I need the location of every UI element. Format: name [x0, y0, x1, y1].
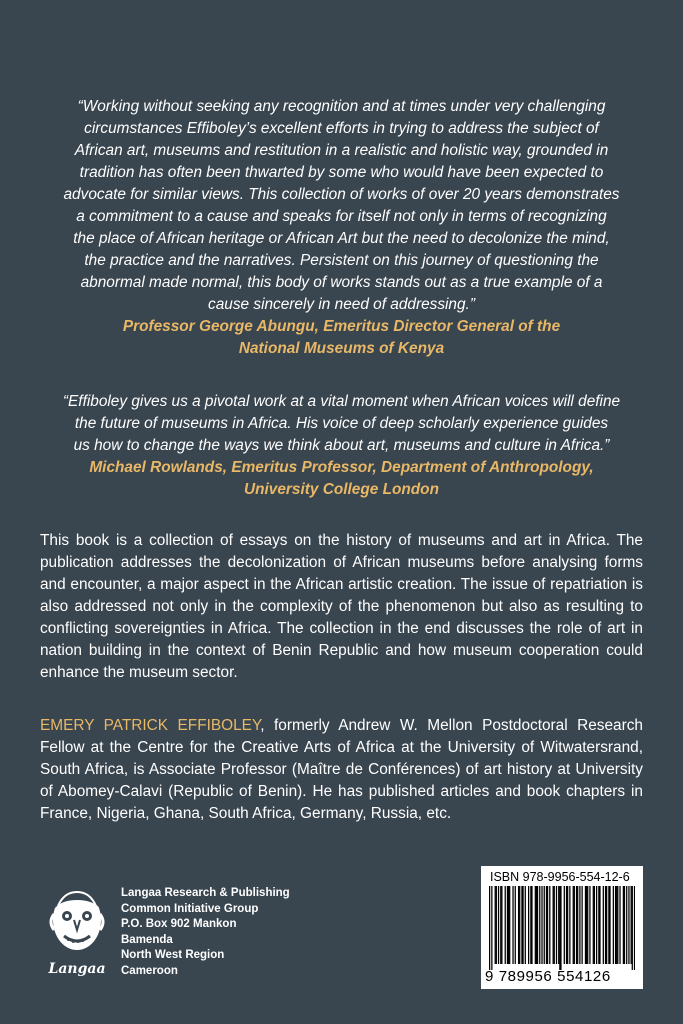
barcode-bar — [553, 886, 554, 964]
barcode-bar — [569, 886, 570, 964]
quote-line: cause sincerely in need of addressing.” — [208, 296, 475, 313]
publisher-address — [121, 886, 290, 979]
barcode-bar — [515, 886, 516, 964]
barcode-bar — [512, 886, 513, 964]
barcode-bar — [498, 886, 499, 964]
barcode-bar — [556, 886, 557, 964]
quote-line: tradition has often been thwarted by some who would have been expected to — [79, 164, 604, 181]
barcode-bar — [606, 886, 607, 964]
barcode-bar — [628, 886, 629, 964]
quote-attribution: National Museums of Kenya — [238, 340, 445, 357]
author-bio — [40, 715, 643, 825]
barcode-bar — [507, 886, 508, 964]
barcode-bar — [519, 886, 520, 964]
quote-line: the practice and the narratives. Persistent on this journey of questioning the — [84, 252, 599, 269]
barcode-bar — [608, 886, 609, 964]
barcode-bar — [634, 886, 635, 970]
quote-line: us how to change the ways we think about art, museums and culture in Africa.” — [73, 437, 610, 454]
barcode-bar — [566, 886, 567, 964]
author-bio-text: , formerly Andrew W. Mellon Postdoctoral Research Fellow at the Centre for the Creative Arts of Africa at the University of Witwatersrand, South Africa, is Associate Professor (Maître de Conférences) of art history at University of Abomey-Calavi (Republic of Benin). He has published articles and book chapters in France, Nigeria, Ghana, South Africa, Germany, Russia, etc. — [40, 717, 643, 822]
address-line: Langaa Research & Publishing — [121, 887, 290, 899]
isbn-label: ISBN 978-9956-554-12-6 — [490, 870, 630, 884]
barcode-bar — [617, 886, 618, 964]
barcode-bar — [577, 886, 578, 964]
barcode-bar — [624, 886, 625, 964]
barcode-bars — [489, 886, 635, 970]
barcode-bar — [558, 886, 559, 964]
barcode-bar — [522, 886, 523, 964]
address-line: Cameroon — [121, 964, 178, 977]
barcode-bar — [539, 886, 540, 964]
address-line: Common Initiative Group — [121, 902, 259, 915]
barcode-bar — [500, 886, 501, 964]
barcode-bar — [537, 886, 538, 964]
barcode-bar — [525, 886, 526, 964]
barcode-bar — [496, 886, 497, 964]
barcode-bar — [559, 886, 560, 970]
publisher-logo — [42, 878, 112, 978]
barcode-bar — [623, 886, 624, 964]
endorsement-quote-2 — [40, 391, 643, 501]
barcode-bar — [615, 886, 616, 964]
barcode-bar — [518, 886, 519, 964]
barcode-bar — [626, 886, 627, 964]
quote-line: the place of African heritage or African Art but the need to decolonize the mind, — [73, 230, 610, 247]
mask-logo-icon — [42, 878, 112, 978]
barcode-bar — [609, 886, 610, 964]
barcode-bar — [589, 886, 590, 964]
quote-attribution: Michael Rowlands, Emeritus Professor, Department of Anthropology, — [89, 459, 594, 476]
barcode-bar — [554, 886, 555, 964]
barcode-bar — [599, 886, 600, 964]
quote-line: a commitment to a cause and speaks for itself not only in terms of recognizing — [76, 208, 607, 225]
barcode-bar — [530, 886, 531, 964]
barcode-bar — [632, 886, 633, 970]
barcode-bar — [603, 886, 604, 964]
barcode-bar — [489, 886, 490, 970]
barcode-bar — [582, 886, 583, 964]
quote-line: abnormal made normal, this body of works stands out as a true example of a — [80, 274, 603, 291]
barcode-bar — [613, 886, 614, 964]
barcode-bar — [544, 886, 545, 964]
barcode-bar — [576, 886, 577, 964]
barcode-bar — [574, 886, 575, 964]
barcode-bar — [631, 886, 632, 964]
address-line: North West Region — [121, 949, 225, 961]
barcode-bar — [508, 886, 509, 964]
book-description: This book is a collection of essays on the history of museums and art in Africa. The publication addresses the decolonization of African museums before analysing forms and encounter, a major aspect in the African artistic creation. The issue of repatriation is also addressed not only in the complexity of the phenomenon but also as resulting to conflicting sovereignties in Africa. The collection in the end discusses the role of art in nation building in the context of Benin Republic and how museum cooperation could enhance the museum sector. — [40, 532, 643, 681]
barcode-bar — [505, 886, 506, 964]
barcode-bar — [567, 886, 568, 964]
barcode-bar — [495, 886, 496, 964]
barcode-bar — [605, 886, 606, 964]
quote-line: advocate for similar views. This collection of works of over 20 years demonstrates — [63, 186, 620, 203]
barcode-bar — [535, 886, 536, 964]
barcode-bar — [564, 886, 565, 964]
barcode — [481, 866, 643, 989]
barcode-bar — [573, 886, 574, 964]
barcode-bar — [531, 886, 532, 964]
barcode-bar — [546, 886, 547, 964]
address-line: P.O. Box 902 Mankon — [121, 918, 237, 930]
barcode-bar — [549, 886, 550, 964]
barcode-bar — [619, 886, 620, 964]
barcode-bar — [491, 886, 492, 970]
barcode-bar — [593, 886, 594, 964]
quote-line: “Effiboley gives us a pivotal work at a vital moment when African voices will define — [62, 393, 621, 410]
quote-line: the future of museums in Africa. His voice of deep scholarly experience guides — [74, 415, 609, 432]
quote-attribution: Professor George Abungu, Emeritus Director General of the — [122, 318, 561, 335]
barcode-bar — [560, 886, 561, 970]
quote-line: circumstances Effiboley’s excellent efforts in trying to address the subject of — [84, 120, 599, 137]
barcode-bar — [501, 886, 502, 964]
endorsement-quote-1 — [40, 96, 643, 360]
barcode-digits: 9 789956 554126 — [485, 968, 611, 985]
barcode-bar — [616, 886, 617, 964]
barcode-bar — [594, 886, 595, 964]
barcode-bar — [579, 886, 580, 964]
barcode-bar — [587, 886, 588, 964]
quote-text — [40, 96, 643, 316]
barcode-bar — [528, 886, 529, 964]
author-name: EMERY PATRICK EFFIBOLEY — [40, 717, 261, 734]
barcode-bar — [586, 886, 587, 964]
barcode-bar — [521, 886, 522, 964]
quote-line: African art, museums and restitution in a realistic and holistic way, grounded in — [74, 142, 609, 159]
barcode-bar — [541, 886, 542, 964]
logo-text: Langaa — [48, 961, 106, 977]
quote-text — [40, 391, 643, 457]
barcode-bar — [596, 886, 597, 964]
barcode-bar — [547, 886, 548, 964]
quote-line: “Working without seeking any recognition and at times under very challenging — [77, 98, 606, 115]
barcode-bar — [536, 886, 537, 964]
quote-attribution: University College London — [244, 481, 439, 498]
barcode-bar — [585, 886, 586, 964]
address-line: Bamenda — [121, 933, 173, 946]
barcode-bar — [598, 886, 599, 964]
barcode-bar — [509, 886, 510, 964]
